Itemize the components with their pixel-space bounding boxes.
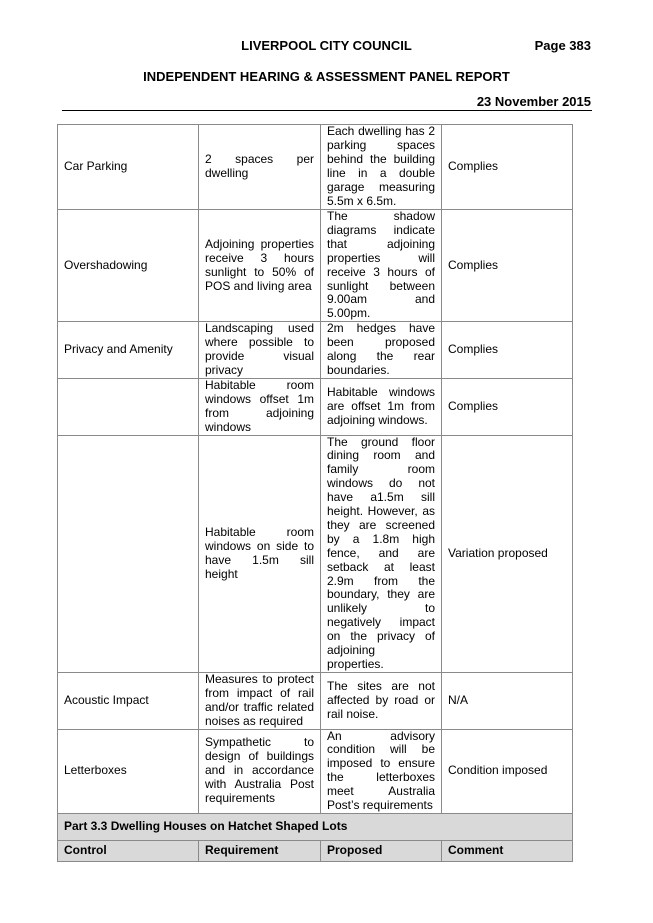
comment-cell: Variation proposed	[442, 435, 573, 672]
table-row	[58, 210, 573, 322]
table-row	[58, 378, 573, 435]
header-rule	[62, 110, 592, 111]
page-number: Page 383	[534, 38, 591, 53]
column-header-comment: Comment	[442, 840, 573, 861]
table-row	[58, 125, 573, 210]
proposed-cell: An advisory condition will be imposed to ensure the letterboxes meet Australia Post’s requirements	[321, 729, 442, 813]
requirement-cell: Landscaping used where possible to provide visual privacy	[199, 322, 321, 379]
control-cell	[58, 435, 199, 672]
report-date: 23 November 2015	[476, 94, 591, 109]
requirement-cell: Habitable room windows offset 1m from adjoining windows	[199, 378, 321, 435]
comment-cell: Complies	[442, 210, 573, 322]
table-row	[58, 729, 573, 813]
column-header-proposed: Proposed	[321, 840, 442, 861]
requirement-cell: Habitable room windows on side to have 1.5m sill height	[199, 435, 321, 672]
table-row	[58, 672, 573, 729]
comment-cell: Complies	[442, 125, 573, 210]
column-header-control: Control	[58, 840, 199, 861]
proposed-cell: The ground floor dining room and family room windows do not have a1.5m sill height. However, as they are screened by a 1.8m high fence, and are setback at least 2.9m from the boundary, they are unlikely to negatively impact on the privacy of adjoining properties.	[321, 435, 442, 672]
section-row	[58, 813, 573, 840]
control-cell: Overshadowing	[58, 210, 199, 322]
control-cell: Letterboxes	[58, 729, 199, 813]
column-header-requirement: Requirement	[199, 840, 321, 861]
requirement-cell: Sympathetic to design of buildings and in accordance with Australia Post requirements	[199, 729, 321, 813]
requirement-cell: 2 spaces per dwelling	[199, 125, 321, 210]
proposed-cell: Each dwelling has 2 parking spaces behind the building line in a double garage measuring 5.5m x 6.5m.	[321, 125, 442, 210]
proposed-cell: Habitable windows are offset 1m from adjoining windows.	[321, 378, 442, 435]
control-cell: Acoustic Impact	[58, 672, 199, 729]
control-cell: Privacy and Amenity	[58, 322, 199, 379]
comment-cell: Condition imposed	[442, 729, 573, 813]
comment-cell: N/A	[442, 672, 573, 729]
controls-table	[57, 124, 573, 862]
table-row	[58, 435, 573, 672]
comment-cell: Complies	[442, 322, 573, 379]
section-heading: Part 3.3 Dwelling Houses on Hatchet Shaped Lots	[58, 813, 573, 840]
comment-cell: Complies	[442, 378, 573, 435]
table-row	[58, 322, 573, 379]
requirement-cell: Adjoining properties receive 3 hours sunlight to 50% of POS and living area	[199, 210, 321, 322]
control-cell: Car Parking	[58, 125, 199, 210]
proposed-cell: The sites are not affected by road or rail noise.	[321, 672, 442, 729]
requirement-cell: Measures to protect from impact of rail and/or traffic related noises as required	[199, 672, 321, 729]
control-cell	[58, 378, 199, 435]
council-name: LIVERPOOL CITY COUNCIL	[241, 38, 412, 53]
report-title: INDEPENDENT HEARING & ASSESSMENT PANEL REPORT	[143, 69, 510, 84]
column-header-row	[58, 840, 573, 861]
proposed-cell: 2m hedges have been proposed along the rear boundaries.	[321, 322, 442, 379]
proposed-cell: The shadow diagrams indicate that adjoining properties will receive 3 hours of sunlight between 9.00am and 5.00pm.	[321, 210, 442, 322]
